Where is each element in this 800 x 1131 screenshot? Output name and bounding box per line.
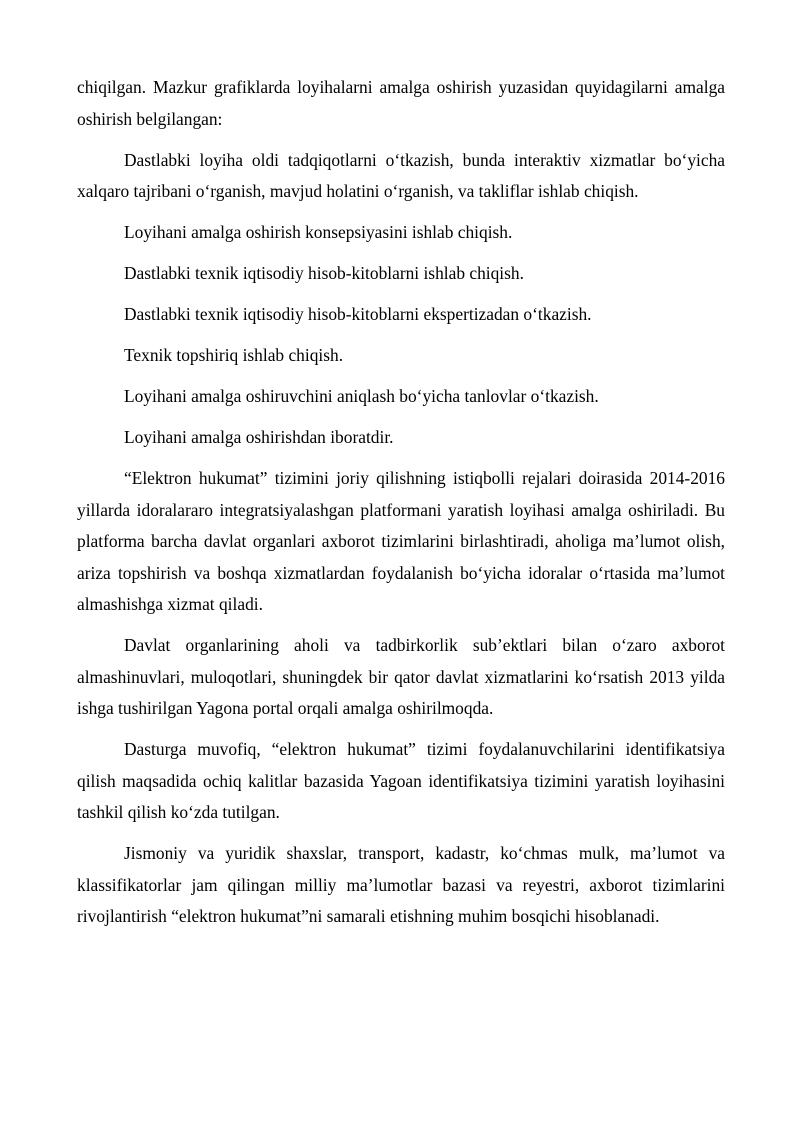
list-item-calculations: Dastlabki texnik iqtisodiy hisob-kitoblarni ishlab chiqish.	[124, 263, 524, 283]
list-item-expertise: Dastlabki texnik iqtisodiy hisob-kitoblarni ekspertizadan o‘tkazish.	[124, 304, 592, 324]
paragraph-identification-system: Dasturga muvofiq, “elektron hukumat” tizimi foydalanuvchilarini identifikatsiya qilish maqsadida ochiq kalitlar bazasida Yagoan identifikatsiya tizimini yaratish loyihasini tashkil qilish ko‘zda tutilgan.	[77, 739, 725, 822]
list-item-tenders: Loyihani amalga oshiruvchini aniqlash bo‘yicha tanlovlar o‘tkazish.	[124, 386, 599, 406]
paragraph-continuation: chiqilgan. Mazkur grafiklarda loyihalarni amalga oshirish yuzasidan quyidagilarni amalga oshirish belgilangan:	[77, 77, 725, 129]
list-item-technical-task: Texnik topshiriq ishlab chiqish.	[124, 345, 344, 365]
paragraph-unified-portal: Davlat organlarining aholi va tadbirkorlik sub’ektlari bilan o‘zaro axborot almashinuvlari, muloqotlari, shuningdek bir qator davlat xizmatlarini ko‘rsatish 2013 yilda ishga tushirilgan Yagona portal orqali amalga oshirilmoqda.	[77, 635, 725, 718]
list-item-concept: Loyihani amalga oshirish konsepsiyasini ishlab chiqish.	[124, 222, 513, 242]
paragraph-national-databases: Jismoniy va yuridik shaxslar, transport, kadastr, ko‘chmas mulk, ma’lumot va klassifikatorlar jam qilingan milliy ma’lumotlar bazasi va reyestri, axborot tizimlarini rivojlantirish “elektron hukumat”ni samarali etishning muhim bosqichi hisoblanadi.	[77, 843, 725, 926]
paragraph-preliminary-research: Dastlabki loyiha oldi tadqiqotlarni o‘tkazish, bunda interaktiv xizmatlar bo‘yicha xalqaro tajribani o‘rganish, mavjud holatini o‘rganish, va takliflar ishlab chiqish.	[77, 149, 725, 201]
paragraph-e-government-platform: “Elektron hukumat” tizimini joriy qilishning istiqbolli rejalari doirasida 2014-2016 yillarda idoralararo integratsiyalashgan platformani yaratish loyihasi amalga oshiriladi. Bu platforma barcha davlat organlari axborot tizimlarini birlashtiradi, aholiga ma’lumot olish, ariza topshirish va boshqa xizmatlardan foydalanish bo‘yicha idoralar o‘rtasida ma’lumot almashishga xizmat qiladi.	[77, 468, 725, 614]
document-page	[77, 72, 725, 942]
list-item-implementation: Loyihani amalga oshirishdan iboratdir.	[124, 427, 394, 447]
